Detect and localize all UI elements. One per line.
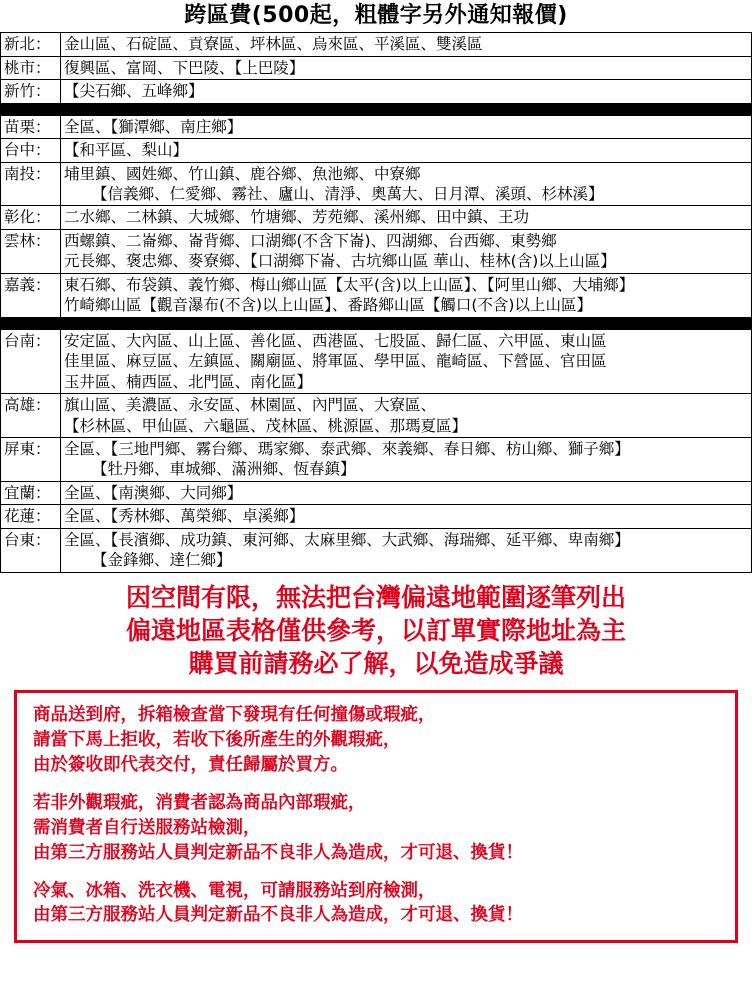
region-label: 苗栗： [1, 115, 61, 138]
region-area-line: 二水鄉、二林鎮、大城鄉、竹塘鄉、芳苑鄉、溪州鄉、田中鎮、王功 [64, 208, 530, 227]
region-area-line: 金山區、石碇區、貢寮區、坪林區、烏來區、平溪區、雙溪區 [64, 35, 483, 54]
table-row [1, 139, 752, 162]
notice-block [0, 573, 752, 687]
region-areas [61, 80, 752, 103]
table-row [1, 438, 752, 482]
region-area-line: 全區、【三地門鄉、霧台鄉、瑪家鄉、泰武鄉、來義鄉、春日鄉、枋山鄉、獅子鄉】 [64, 440, 630, 458]
region-label: 嘉義： [1, 273, 61, 317]
region-area-line: 【牡丹鄉、車城鄉、滿洲鄉、恆春鎮】 [92, 460, 356, 479]
region-areas [61, 438, 752, 482]
page-title: 跨區費(500起，粗體字另外通知報價) [184, 3, 568, 28]
region-label: 台南： [1, 329, 61, 393]
region-label: 新竹： [1, 80, 61, 103]
region-areas [61, 56, 752, 79]
region-area-line: 佳里區、麻豆區、左鎮區、關廟區、將軍區、學甲區、龍崎區、下營區、官田區 [64, 352, 607, 371]
notice-line: 偏遠地區表格僅供參考，以訂單實際地址為主 [125, 615, 626, 645]
region-label: 高雄： [1, 394, 61, 438]
region-areas [61, 115, 752, 138]
region-area-line: 【信義鄉、仁愛鄉、霧社、廬山、清淨、奧萬大、日月潭、溪頭、杉林溪】 [92, 185, 604, 204]
policy-line: 需消費者自行送服務站檢測， [33, 817, 261, 838]
policy-line: 商品送到府，拆箱檢查當下發現有任何撞傷或瑕疵， [33, 705, 436, 726]
section-divider-bar [1, 317, 752, 329]
notice-line: 購買前請務必了解，以免造成爭議 [188, 649, 564, 679]
region-areas [61, 481, 752, 504]
table-row [1, 505, 752, 528]
region-area-line: 安定區、大內區、山上區、善化區、西港區、七股區、歸仁區、六甲區、東山區 [64, 331, 607, 350]
region-label: 花蓮： [1, 505, 61, 528]
region-area-line: 西螺鎮、二崙鄉、崙背鄉、口湖鄉(不含下崙)、四湖鄉、台西鄉、東勢鄉 [64, 231, 557, 250]
policy-line: 請當下馬上拒收，若收下後所產生的外觀瑕疵， [33, 730, 401, 751]
region-area-line: 全區、【秀林鄉、萬榮鄉、卓溪鄉】 [64, 507, 305, 526]
table-row [1, 56, 752, 79]
region-label: 桃市： [1, 56, 61, 79]
region-label: 雲林： [1, 229, 61, 273]
region-label: 新北： [1, 33, 61, 56]
table-row [1, 229, 752, 273]
region-area-line: 旗山區、美濃區、永安區、林園區、內門區、大寮區、 [64, 396, 437, 415]
policy-line: 冷氣、冰箱、洗衣機、電視，可請服務站到府檢測， [33, 880, 436, 901]
table-row [1, 80, 752, 103]
region-area-line: 元長鄉、褒忠鄉、麥寮鄉、【口湖鄉下崙、古坑鄉山區 華山、桂林(含)以上山區】 [64, 252, 616, 271]
table-row [1, 481, 752, 504]
region-label: 屏東： [1, 438, 61, 482]
region-areas [61, 394, 752, 438]
region-area-line: 竹崎鄉山區【觀音瀑布(不含)以上山區】、番路鄉山區【觸口(不含)以上山區】 [64, 296, 592, 315]
region-area-line: 埔里鎮、國姓鄉、竹山鎮、鹿谷鄉、魚池鄉、中寮鄉 [64, 164, 421, 183]
table-row [1, 162, 752, 206]
region-areas [61, 162, 752, 206]
table-row [1, 394, 752, 438]
region-areas [61, 273, 752, 317]
divider-cell [1, 317, 752, 329]
region-area-line: 復興區、富岡、下巴陵、【上巴陵】 [64, 58, 305, 77]
region-areas [61, 139, 752, 162]
region-label: 台中： [1, 139, 61, 162]
region-areas [61, 206, 752, 229]
table-row [1, 33, 752, 56]
region-label: 彰化： [1, 206, 61, 229]
policy-line: 由第三方服務站人員判定新品不良非人為造成，才可退、換貨！ [33, 842, 523, 863]
table-row [1, 206, 752, 229]
region-area-line: 全區、【長濱鄉、成功鎮、東河鄉、太麻里鄉、大武鄉、海瑞鄉、延平鄉、卑南鄉】 [64, 530, 630, 549]
region-areas [61, 329, 752, 393]
region-label: 南投： [1, 162, 61, 206]
policy-line: 若非外觀瑕疵，消費者認為商品內部瑕疵， [33, 793, 366, 813]
table-row [1, 329, 752, 393]
table-row [1, 528, 752, 572]
region-areas [61, 505, 752, 528]
policy-line: 由第三方服務站人員判定新品不良非人為造成，才可退、換貨！ [33, 905, 523, 926]
region-area-line: 【和平區、梨山】 [64, 141, 189, 160]
region-area-line: 東石鄉、布袋鎮、義竹鄉、梅山鄉山區【太平(含)以上山區】、【阿里山鄉、大埔鄉】 [64, 275, 635, 294]
region-area-line: 【金鋒鄉、達仁鄉】 [92, 551, 232, 570]
table-row [1, 115, 752, 138]
divider-cell [1, 103, 752, 115]
policy-paragraph [33, 879, 723, 929]
return-policy-box [14, 690, 738, 943]
region-area-line: 【杉林區、甲仙區、六龜區、茂林區、桃源區、那瑪夏區】 [64, 416, 468, 435]
region-areas [61, 33, 752, 56]
region-label: 台東： [1, 528, 61, 572]
region-area-line: 【尖石鄉、五峰鄉】 [64, 82, 204, 101]
table-row [1, 273, 752, 317]
policy-line: 由於簽收即代表交付，責任歸屬於買方。 [33, 755, 348, 776]
region-table-body [1, 33, 752, 572]
region-areas [61, 229, 752, 273]
notice-line: 因空間有限，無法把台灣偏遠地範圍逐筆列出 [125, 582, 626, 612]
region-area-line: 全區、【獅潭鄉、南庄鄉】 [64, 117, 243, 136]
region-table [0, 32, 752, 572]
section-divider-bar [1, 103, 752, 115]
policy-paragraph [33, 791, 723, 866]
region-area-line: 全區、【南澳鄉、大同鄉】 [64, 483, 243, 502]
region-area-line: 玉井區、楠西區、北門區、南化區】 [64, 372, 313, 391]
region-label: 宜蘭： [1, 481, 61, 504]
policy-paragraph [33, 703, 723, 778]
region-areas [61, 528, 752, 572]
